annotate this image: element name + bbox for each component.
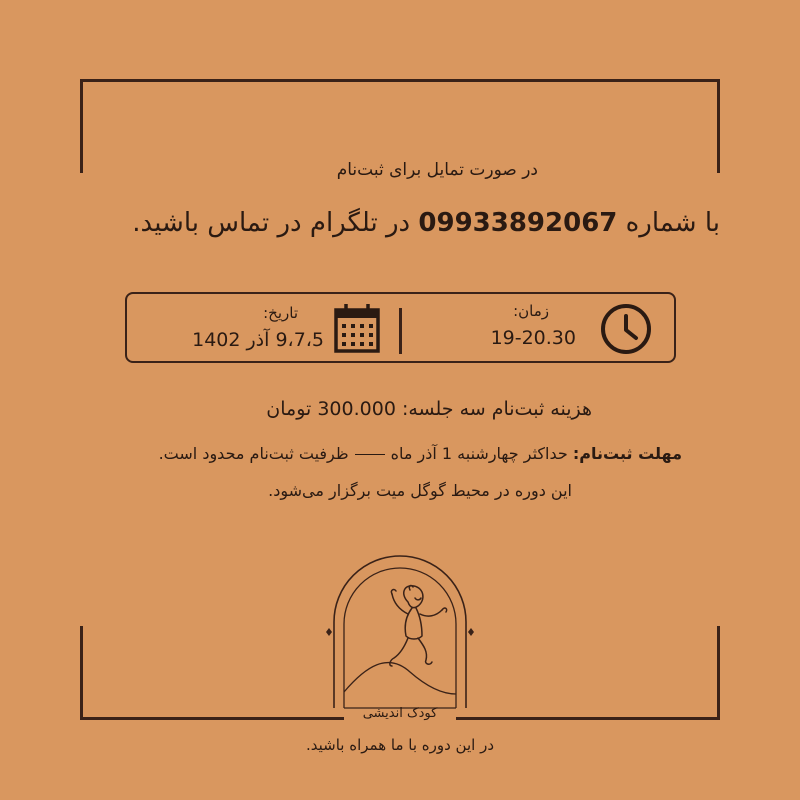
child-arch-logo — [318, 540, 482, 730]
time-label: زمان: — [513, 302, 549, 320]
schedule-divider — [399, 308, 402, 354]
contact-after: در تلگرام در تماس باشید. — [132, 208, 419, 238]
online-line: این دوره در محیط گوگل میت برگزار می‌شود. — [268, 481, 572, 500]
intro-line: در صورت تمایل برای ثبت‌نام — [336, 160, 538, 180]
date-label: تاریخ: — [263, 304, 298, 322]
clock-icon — [600, 303, 652, 355]
deadline-dash — [355, 454, 385, 455]
phone-number: 09933892067 — [418, 208, 618, 238]
contact-before: با شماره — [617, 208, 720, 238]
footer-line: در این دوره با ما همراه باشید. — [305, 736, 495, 754]
time-value: 19-20.30 — [490, 327, 576, 349]
deadline-line — [159, 444, 682, 463]
date-value: 9،7،5 آذر 1402 — [192, 329, 324, 351]
deadline-label: مهلت ثبت‌نام: — [572, 444, 682, 463]
fee-line: هزینه ثبت‌نام سه جلسه: 300.000 تومان — [266, 398, 592, 420]
frame-left-top-line — [80, 79, 83, 173]
frame-right-top-line — [717, 79, 720, 173]
contact-line — [132, 208, 720, 238]
calendar-icon — [333, 302, 381, 354]
logo-text: کودک اندیشی — [362, 706, 438, 721]
schedule-box — [125, 292, 676, 363]
deadline-text: حداکثر چهارشنبه 1 آذر ماه — [390, 444, 573, 463]
capacity-text: ظرفیت ثبت‌نام محدود است. — [158, 444, 349, 463]
frame-top-line — [80, 79, 720, 82]
